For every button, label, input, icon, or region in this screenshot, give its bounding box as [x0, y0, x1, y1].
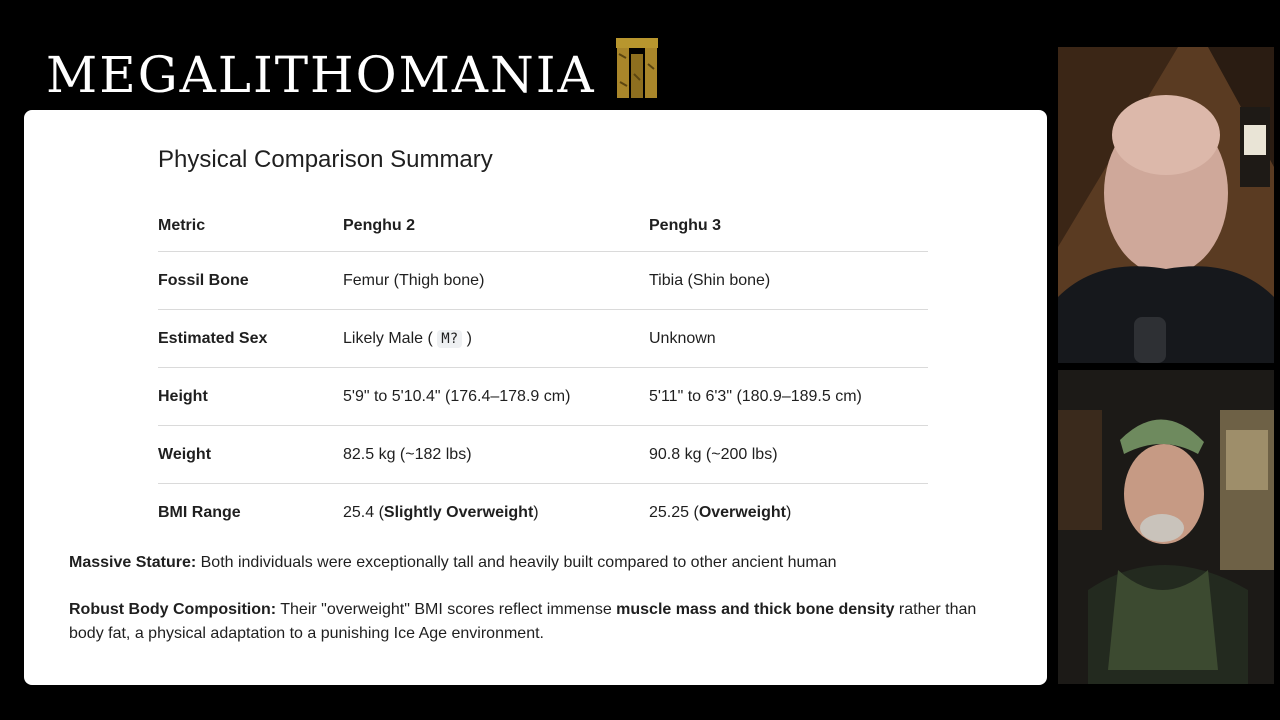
penghu2-cell: [343, 484, 649, 542]
cell-text: 25.25 (: [649, 503, 699, 521]
summary-notes: [69, 551, 1009, 669]
slide-panel: [24, 110, 1047, 685]
penghu3-cell: Tibia (Shin bone): [649, 252, 928, 310]
metric-cell: Weight: [158, 426, 343, 484]
logo-text: MEGALITHOMANIA: [46, 46, 596, 104]
note-label: Massive Stature:: [69, 554, 197, 571]
penghu3-cell: [649, 484, 928, 542]
video-tile-host-1[interactable]: [1058, 47, 1274, 363]
column-header: Metric: [158, 200, 343, 252]
penghu2-cell: 5'9" to 5'10.4" (176.4–178.9 cm): [343, 368, 649, 426]
host-2-video: [1058, 370, 1274, 684]
note-label: Robust Body Composition:: [69, 601, 277, 618]
table-row: [158, 484, 928, 542]
penghu2-cell: Femur (Thigh bone): [343, 252, 649, 310]
penghu3-cell: 90.8 kg (~200 lbs): [649, 426, 928, 484]
note-text: Their "overweight" BMI scores reflect immense: [276, 601, 617, 618]
column-header: Penghu 2: [343, 200, 649, 252]
metric-cell: Height: [158, 368, 343, 426]
metric-cell: Estimated Sex: [158, 310, 343, 368]
cell-text: ): [785, 503, 792, 521]
comparison-table: [158, 200, 928, 541]
metric-cell: Fossil Bone: [158, 252, 343, 310]
penghu2-cell: [343, 310, 649, 368]
sex-code: M?: [437, 330, 462, 348]
cell-text: Likely Male (: [343, 329, 433, 347]
table-header-row: [158, 200, 928, 252]
note-text: Both individuals were exceptionally tall and heavily built compared to other ancient human: [196, 554, 837, 571]
cell-bold: Overweight: [698, 503, 786, 521]
cell-bold: Slightly Overweight: [383, 503, 534, 521]
note-bold: muscle mass and thick bone density: [616, 601, 895, 618]
brand-logo: [46, 34, 660, 105]
column-header: Penghu 3: [649, 200, 928, 252]
stone-arch-icon: [614, 34, 660, 105]
cell-text: ): [466, 329, 472, 347]
penghu2-cell: 82.5 kg (~182 lbs): [343, 426, 649, 484]
penghu3-cell: Unknown: [649, 310, 928, 368]
table-row: [158, 368, 928, 426]
note-stature: [69, 551, 1009, 575]
penghu3-cell: 5'11" to 6'3" (180.9–189.5 cm): [649, 368, 928, 426]
table-row: [158, 426, 928, 484]
metric-cell: BMI Range: [158, 503, 241, 521]
note-composition: [69, 598, 1009, 646]
host-1-video: [1058, 47, 1274, 363]
slide-title: Physical Comparison Summary: [158, 146, 493, 173]
table-row: [158, 252, 928, 310]
note-text: rather than body fat, a physical adaptation to a punishing Ice Age environment.: [69, 601, 977, 642]
video-tile-host-2[interactable]: [1058, 370, 1274, 684]
cell-text: 25.4 (: [343, 503, 384, 521]
cell-text: ): [533, 503, 539, 521]
table-row: [158, 310, 928, 368]
